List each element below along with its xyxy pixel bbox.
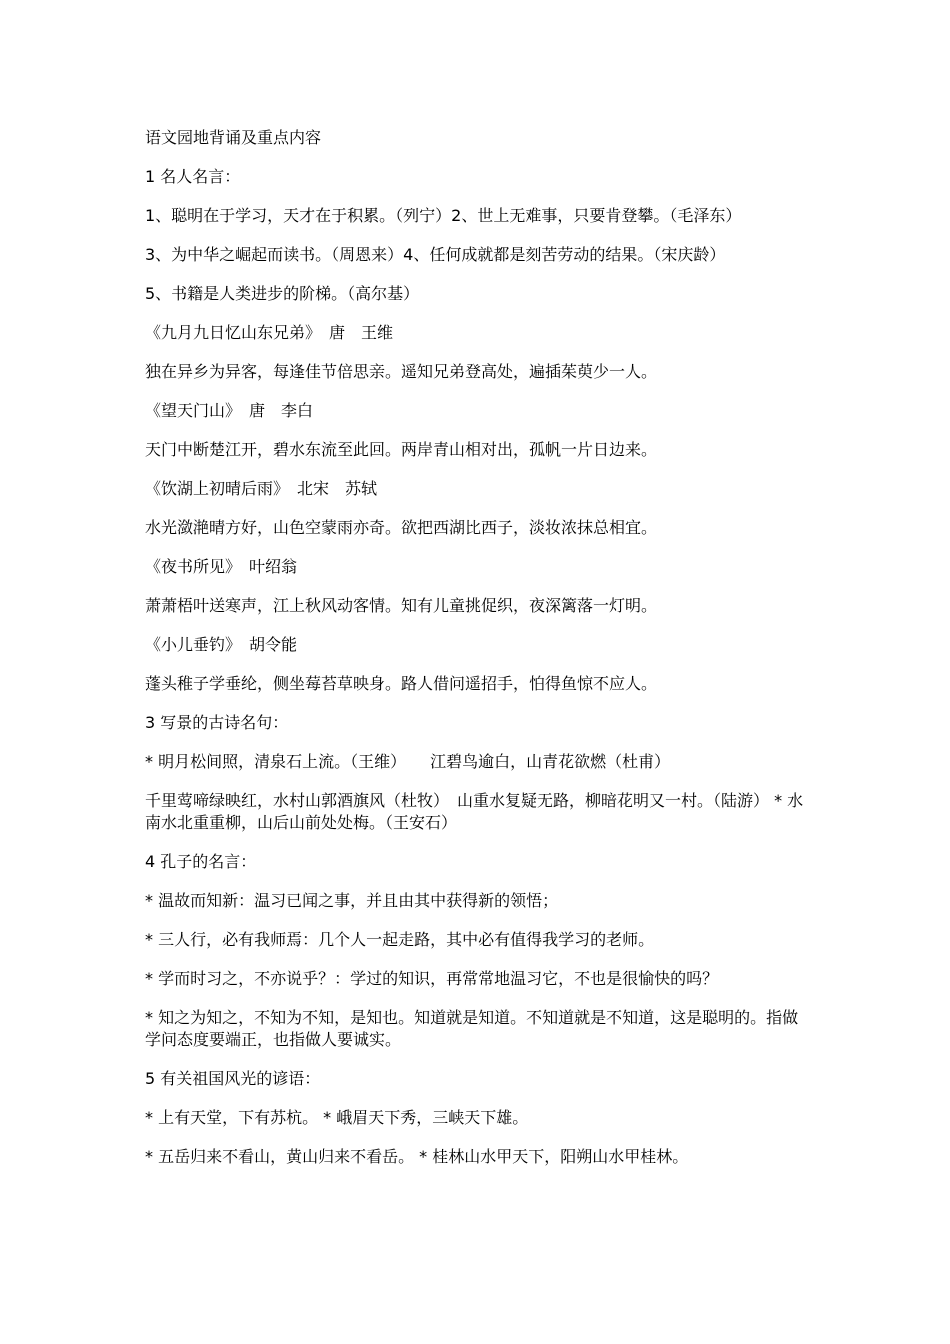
poem-title: 《小儿垂钓》 胡令能 [145, 635, 298, 654]
section-heading-famous-quotes: 1 名人名言： [145, 167, 241, 186]
poem-title: 《饮湖上初晴后雨》 北宋 苏轼 [145, 479, 378, 498]
list-item: * 明月松间照，清泉石上流。（王维） 江碧鸟逾白，山青花欲燃（杜甫） [145, 752, 671, 771]
poem-title: 《九月九日忆山东兄弟》 唐 王维 [145, 323, 394, 342]
poem-text: 天门中断楚江开，碧水东流至此回。两岸青山相对出，孤帆一片日边来。 [145, 440, 658, 459]
list-item: * 三人行，必有我师焉：几个人一起走路，其中必有值得我学习的老师。 [145, 930, 655, 949]
poem-text: 独在异乡为异客，每逢佳节倍思亲。遥知兄弟登高处，遍插茱萸少一人。 [145, 362, 658, 381]
poem-title: 《夜书所见》 叶绍翁 [145, 557, 298, 576]
document-page [145, 127, 805, 1185]
list-item: 千里莺啼绿映红，水村山郭酒旗风（杜牧） 山重水复疑无路，柳暗花明又一村。（陆游） * 水南水北重重柳，山后山前处处梅。（王安石） [145, 791, 804, 832]
section-heading-confucius: 4 孔子的名言： [145, 852, 257, 871]
section-heading-proverbs: 5 有关祖国风光的谚语： [145, 1069, 321, 1088]
list-item: * 温故而知新：温习已闻之事，并且由其中获得新的领悟； [145, 891, 559, 910]
poem-title: 《望天门山》 唐 李白 [145, 401, 314, 420]
section-heading-scenery-poems: 3 写景的古诗名句： [145, 713, 289, 732]
quote-line: 1、聪明在于学习，天才在于积累。（列宁）2、世上无难事，只要肯登攀。（毛泽东） [145, 206, 742, 225]
list-item: * 五岳归来不看山，黄山归来不看岳。 * 桂林山水甲天下，阳朔山水甲桂林。 [145, 1147, 689, 1166]
list-item: * 知之为知之，不知为不知，是知也。知道就是知道。不知道就是不知道，这是聪明的。指做学问态度要端正，也指做人要诚实。 [145, 1008, 799, 1049]
poem-text: 萧萧梧叶送寒声，江上秋风动客情。知有儿童挑促织，夜深篱落一灯明。 [145, 596, 658, 615]
poem-text: 水光潋滟晴方好，山色空蒙雨亦奇。欲把西湖比西子，淡妆浓抹总相宜。 [145, 518, 658, 537]
poem-text: 蓬头稚子学垂纶，侧坐莓苔草映身。路人借问遥招手，怕得鱼惊不应人。 [145, 674, 658, 693]
list-item: * 上有天堂，下有苏杭。 * 峨眉天下秀，三峡天下雄。 [145, 1108, 529, 1127]
quote-line: 5、书籍是人类进步的阶梯。（高尔基） [145, 284, 420, 303]
quote-line: 3、为中华之崛起而读书。（周恩来）4、任何成就都是刻苦劳动的结果。（宋庆龄） [145, 245, 726, 264]
list-item: * 学而时习之，不亦说乎？：学过的知识，再常常地温习它，不也是很愉快的吗？ [145, 969, 719, 988]
document-title: 语文园地背诵及重点内容 [145, 128, 322, 147]
